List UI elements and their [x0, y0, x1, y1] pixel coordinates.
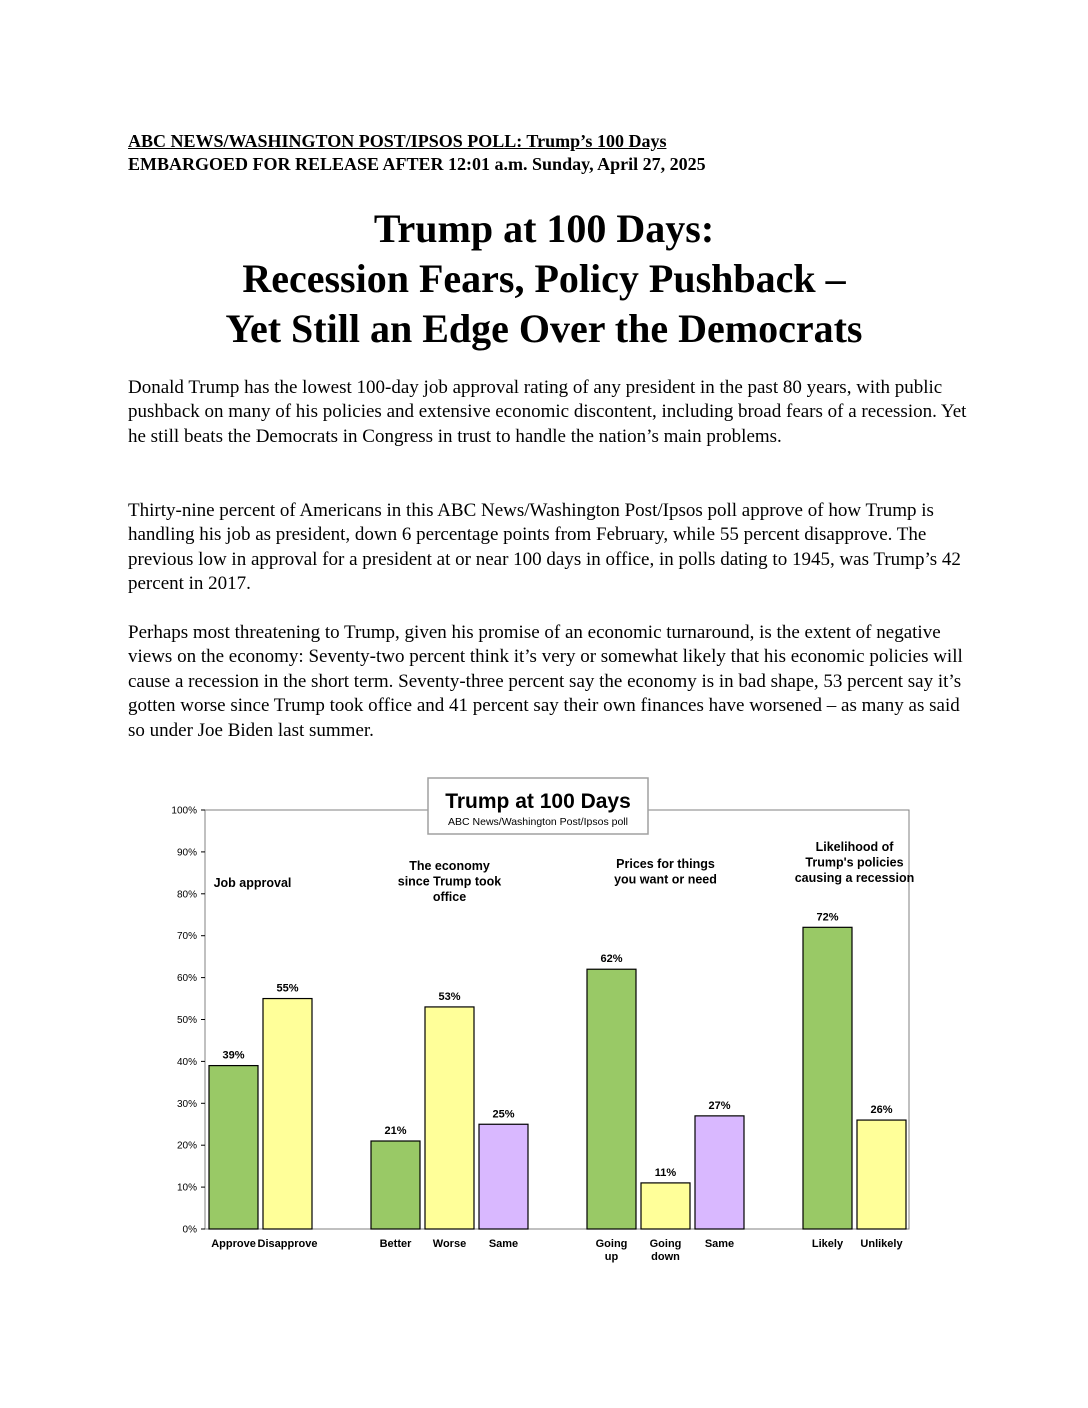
group-label: you want or need	[614, 872, 717, 887]
paragraph-2: Thirty-nine percent of Americans in this ABC News/Washington Post/Ipsos poll approve of how Trump is handling his job as president, down 6 percentage points from February, while 55 percent disapprove. The previous low in approval for a president at or near 100 days in office, in polls dating to 1945, was Trump’s 42 percent in 2017.	[128, 500, 961, 595]
headline-line-3: Yet Still an Edge Over the Democrats	[225, 306, 863, 351]
group-label: Prices for things	[616, 857, 715, 871]
x-category-label: Disapprove	[257, 1238, 318, 1250]
x-category-label: Likely	[811, 1238, 844, 1250]
bar	[209, 1066, 258, 1229]
bar	[587, 969, 636, 1229]
y-tick-label: 90%	[176, 847, 197, 859]
bar-value-label: 11%	[654, 1166, 677, 1179]
y-tick-label: 10%	[176, 1182, 197, 1194]
group-label: causing a recession	[794, 871, 915, 885]
y-tick-label: 70%	[176, 931, 197, 943]
y-tick-label: 0%	[182, 1224, 197, 1236]
bar	[803, 927, 852, 1229]
chart-title: Trump at 100 Days	[445, 790, 631, 813]
bar	[263, 999, 312, 1229]
bar-value-label: 26%	[870, 1104, 893, 1117]
y-tick-label: 50%	[176, 1015, 197, 1026]
y-tick-label: 40%	[176, 1056, 197, 1068]
bar-value-label: 25%	[492, 1108, 515, 1121]
x-category-label: Unlikely	[860, 1238, 903, 1250]
bar	[857, 1120, 906, 1229]
bar-value-label: 21%	[384, 1125, 407, 1138]
y-tick-label: 100%	[171, 805, 197, 817]
x-category-label: Same	[704, 1238, 735, 1250]
bar-value-label: 39%	[222, 1049, 245, 1062]
x-category-label: down	[651, 1251, 680, 1263]
x-category-label: Going	[649, 1238, 682, 1250]
bar-value-label: 62%	[600, 953, 623, 966]
headline-line-1: Trump at 100 Days:	[373, 206, 715, 251]
x-category-label: Same	[488, 1238, 519, 1250]
bar-value-label: 53%	[438, 990, 461, 1003]
y-tick-label: 20%	[176, 1140, 197, 1152]
x-category-label: Better	[379, 1238, 412, 1250]
bar	[371, 1141, 420, 1229]
chart-subtitle: ABC News/Washington Post/Ipsos poll	[448, 816, 628, 828]
group-label: office	[432, 890, 467, 904]
group-label: Likelihood of	[815, 840, 894, 854]
x-category-label: up	[604, 1251, 619, 1263]
y-tick-label: 30%	[176, 1098, 197, 1110]
poll-header: ABC NEWS/WASHINGTON POST/IPSOS POLL: Trump’s 100 Days	[128, 131, 667, 151]
bar-value-label: 27%	[708, 1099, 731, 1112]
headline-line-2: Recession Fears, Policy Pushback –	[242, 256, 846, 301]
x-category-label: Approve	[211, 1238, 256, 1250]
x-category-label: Worse	[432, 1238, 467, 1250]
bar-value-label: 55%	[276, 982, 299, 995]
x-category-label: Going	[595, 1238, 628, 1250]
paragraph-1: Donald Trump has the lowest 100-day job approval rating of any president in the past 80 years, with public pushback on many of his policies and extensive economic discontent, including broad fears of a recession. Yet he still beats the Democrats in Congress in trust to handle the nation’s main problems.	[128, 377, 967, 447]
bar	[425, 1007, 474, 1229]
group-label: since Trump took	[397, 874, 502, 889]
y-tick-label: 80%	[176, 889, 197, 901]
paragraph-3: Perhaps most threatening to Trump, given his promise of an economic turnaround, is the extent of negative views on the economy: Seventy-two percent think it’s very or somewhat likely that his economic policies will cause a recession in the short term. Seventy-three percent say the economy is in bad shape, 53 percent say it’s gotten worse since Trump took office and 41 percent say their own finances have worsened – as many as said so under Joe Biden last summer.	[128, 622, 963, 741]
group-label: Job approval	[213, 876, 292, 890]
bar	[479, 1124, 528, 1229]
bar	[641, 1183, 690, 1229]
group-label: The economy	[409, 859, 490, 873]
embargo-line: EMBARGOED FOR RELEASE AFTER 12:01 a.m. Sunday, April 27, 2025	[128, 154, 706, 174]
bar	[695, 1116, 744, 1229]
y-tick-label: 60%	[176, 973, 197, 985]
bar-value-label: 72%	[816, 911, 839, 924]
group-label: Trump's policies	[805, 855, 904, 870]
